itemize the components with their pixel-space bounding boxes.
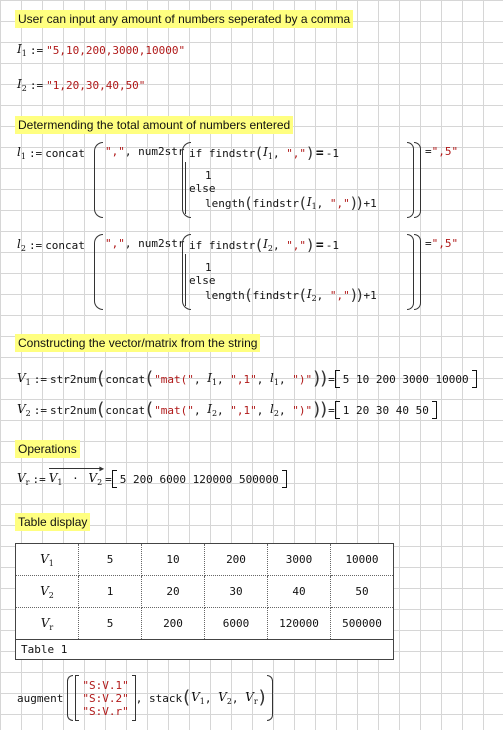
num2str-fn: num2str (138, 145, 185, 158)
table-cell[interactable]: 3000 (268, 544, 331, 576)
matrix-item: "S:V.1" (82, 678, 129, 692)
open-paren (94, 234, 103, 310)
v1-result: 5 10 200 3000 10000 (342, 372, 469, 386)
l1-name: $l_1$ (17, 145, 26, 161)
i1-definition[interactable] (17, 42, 185, 58)
matrix-bracket-left (75, 675, 79, 721)
findstr-fn: findstr (208, 238, 256, 252)
else-keyword: else (189, 274, 216, 287)
minus-one: -1 (325, 238, 339, 252)
heading-construct-vector: Constructing the vector/matrix from the string (15, 334, 260, 352)
row-label: $V_r$ (16, 608, 79, 640)
plus-one: +1 (363, 196, 377, 210)
table-cell[interactable]: 500000 (331, 608, 394, 640)
assign-operator: := (29, 43, 44, 57)
table-cell[interactable]: 40 (268, 576, 331, 608)
findstr-fn: findstr (208, 146, 256, 160)
table-caption-row (16, 640, 394, 660)
str2num-fn: str2num (50, 403, 97, 417)
comma-string: "," (105, 237, 125, 250)
concat-fn: concat (45, 238, 85, 252)
table-cell[interactable]: 50 (331, 576, 394, 608)
else-keyword: else (189, 182, 216, 195)
if-keyword: if (189, 238, 203, 252)
table-cell[interactable]: 5 (79, 544, 142, 576)
close-paren (414, 234, 421, 310)
close-paren (267, 675, 273, 721)
table-cell[interactable]: 1 (79, 576, 142, 608)
table-cell[interactable]: 30 (205, 576, 268, 608)
vr-result: 5 200 6000 120000 500000 (119, 472, 279, 486)
l1-result: = ",5" (425, 145, 459, 158)
comma-string: "," (105, 145, 125, 158)
l2-name: $l_2$ (17, 237, 26, 253)
l1-definition[interactable]: $l_1$ := concat "," , num2str if findstr ( $I_1$ , "," ) = -1 1 else length ( findstr ( $I_1$ , "," )) +1 = ",5" (17, 140, 497, 220)
vectorize-arrow: ▶ $V_1 \cdot V_2$ (48, 464, 105, 487)
v2-definition[interactable]: $V_2$ := str2num ( concat ( "mat(" , $I_2$ , ",1" , $l_2$ , ")" )) = 1 20 30 40 50 (17, 401, 437, 419)
i2-definition[interactable] (17, 77, 145, 93)
results-table[interactable] (15, 543, 394, 660)
if-bar (185, 254, 186, 306)
heading-input-info: User can input any amount of numbers seperated by a comma (15, 10, 353, 28)
if-result-one: 1 (205, 261, 212, 274)
l2-definition[interactable]: $l_2$ := concat "," , num2str if findstr ( $I_2$ , "," ) = -1 1 else length ( findstr ( $I_2$ , "," )) +1 = ",5" (17, 232, 497, 312)
open-paren (94, 142, 103, 218)
row-label: $V_2$ (16, 576, 79, 608)
row-label: $V_1$ (16, 544, 79, 576)
stack-fn: stack (148, 691, 183, 705)
heading-count-numbers: Determending the total amount of numbers entered (15, 116, 293, 134)
augment-fn: augment (17, 691, 64, 705)
concat-fn: concat (45, 146, 85, 160)
matrix-item: "S:V.r" (82, 704, 129, 718)
augment-expression[interactable]: augment "S:V.1" "S:V.2" "S:V.r" , stack ( $V_1$ , $V_2$ , $V_r$ ) (17, 673, 273, 723)
plus-one: +1 (363, 288, 377, 302)
table-cell[interactable]: 10 (142, 544, 205, 576)
i2-value[interactable]: "1,20,30,40,50" (46, 78, 146, 92)
table-cell[interactable]: 200 (205, 544, 268, 576)
assign-operator: := (29, 78, 44, 92)
heading-operations: Operations (15, 440, 80, 458)
concat-fn: concat (105, 403, 146, 417)
close-paren (407, 234, 414, 310)
bool-equals: = (315, 237, 324, 253)
i1-value[interactable]: "5,10,200,3000,10000" (46, 43, 186, 57)
bool-equals: = (315, 145, 324, 161)
length-fn: length (205, 196, 245, 210)
table-cell[interactable]: 20 (142, 576, 205, 608)
heading-table-display: Table display (15, 513, 90, 531)
table-cell[interactable]: 6000 (205, 608, 268, 640)
length-fn: length (205, 288, 245, 302)
i1-name: $I_1$ (17, 42, 27, 58)
table-cell[interactable]: 200 (142, 608, 205, 640)
matrix-item: "S:V.2" (82, 691, 129, 705)
i2-name: $I_2$ (17, 77, 27, 93)
table-cell[interactable]: 5 (79, 608, 142, 640)
table-row (16, 608, 394, 640)
assign-operator: := (28, 238, 43, 252)
assign-operator: := (28, 146, 43, 160)
if-result-one: 1 (205, 169, 212, 182)
v1-definition[interactable]: $V_1$ := str2num ( concat ( "mat(" , $I_1$ , ",1" , $l_1$ , ")" )) = 5 10 200 3000 10000 (17, 370, 477, 388)
if-keyword: if (189, 146, 203, 160)
table-row (16, 576, 394, 608)
string-matrix[interactable] (82, 679, 128, 718)
close-paren (407, 142, 414, 218)
concat-fn: concat (105, 372, 146, 386)
if-bar (185, 162, 186, 214)
open-paren (67, 675, 73, 721)
minus-one: -1 (325, 146, 339, 160)
v2-result: 1 20 30 40 50 (342, 403, 429, 417)
table-row (16, 544, 394, 576)
l2-result: = ",5" (425, 237, 459, 250)
table-cell[interactable]: 120000 (268, 608, 331, 640)
table-cell[interactable]: 10000 (331, 544, 394, 576)
table-caption: Table 1 (16, 640, 394, 660)
close-paren (414, 142, 421, 218)
str2num-fn: str2num (50, 372, 97, 386)
num2str-fn: num2str (138, 237, 185, 250)
vr-definition[interactable]: $V_r$ := ▶ $V_1 \cdot V_2$ = 5 200 6000 120000 500000 (17, 470, 287, 488)
